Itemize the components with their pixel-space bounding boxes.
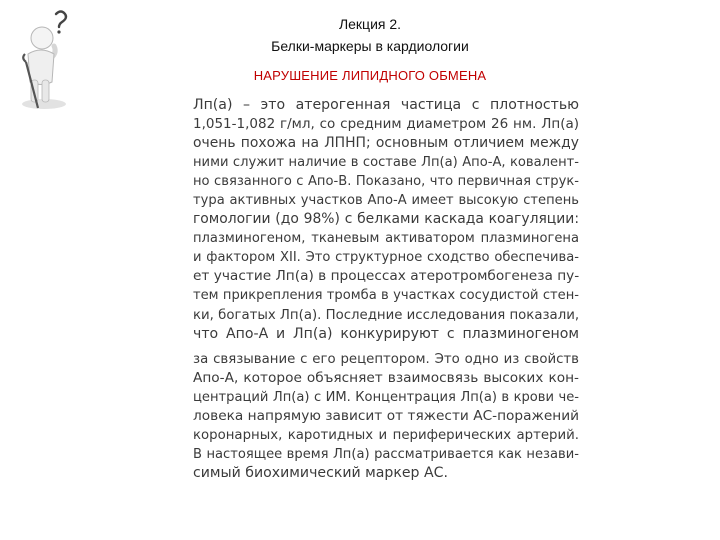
- text-line: Лп(а) – это атерогенная частица с плотностью: [193, 97, 579, 113]
- text-line: и фактором XII. Это структурное сходство обеспечива-: [193, 250, 579, 266]
- text-line: симый биохимический маркер АС.: [193, 464, 448, 481]
- text-line: 1,051-1,082 г/мл, со средним диаметром 26 нм. Лп(а): [193, 116, 579, 133]
- text-line: за связывание с его рецептором. Это одно из свойств: [193, 351, 579, 367]
- text-line: В настоящее время Лп(а) рассматривается как незави-: [193, 446, 579, 462]
- text-line: тура активных участков Апо-А имеет высокую степень: [193, 193, 579, 209]
- text-line: плазминогеном, тканевым активатором плазминогена: [193, 231, 579, 247]
- text-line: Апо-А, которое объясняет взаимосвязь высоких кон-: [193, 369, 579, 386]
- body-text: [193, 96, 579, 483]
- text-line: гомологии (до 98%) с белками каскада коагуляции:: [193, 211, 579, 228]
- text-line: коронарных, каротидных и периферических артерий.: [193, 427, 579, 443]
- lecture-subtitle: Белки-маркеры в кардиологии: [271, 38, 469, 54]
- text-line: что Апо-А и Лп(а) конкурируют с плазминогеном: [193, 325, 579, 342]
- lecture-label: Лекция 2.: [338, 16, 402, 32]
- text-line: ними служит наличие в составе Лп(а) Апо-А, ковалент-: [193, 155, 579, 171]
- text-line: очень похожа на ЛПНП; основным отличием между: [193, 135, 579, 152]
- thinking-figure-icon: [18, 8, 90, 112]
- section-title: НАРУШЕНИЕ ЛИПИДНОГО ОБМЕНА: [253, 68, 487, 83]
- text-line: ки, богатых Лп(а). Последние исследования показали,: [193, 307, 580, 323]
- text-line: тем прикрепления тромба в участках сосудистой стен-: [193, 288, 579, 304]
- text-line: ловека напрямую зависит от тяжести АС-поражений: [193, 407, 579, 424]
- text-line: ет участие Лп(а) в процессах атеротромбогенеза пу-: [193, 268, 580, 285]
- text-line: центраций Лп(а) с ИМ. Концентрация Лп(а) в крови че-: [193, 389, 579, 405]
- text-line: но связанного с Апо-В. Показано, что первичная струк-: [193, 174, 579, 190]
